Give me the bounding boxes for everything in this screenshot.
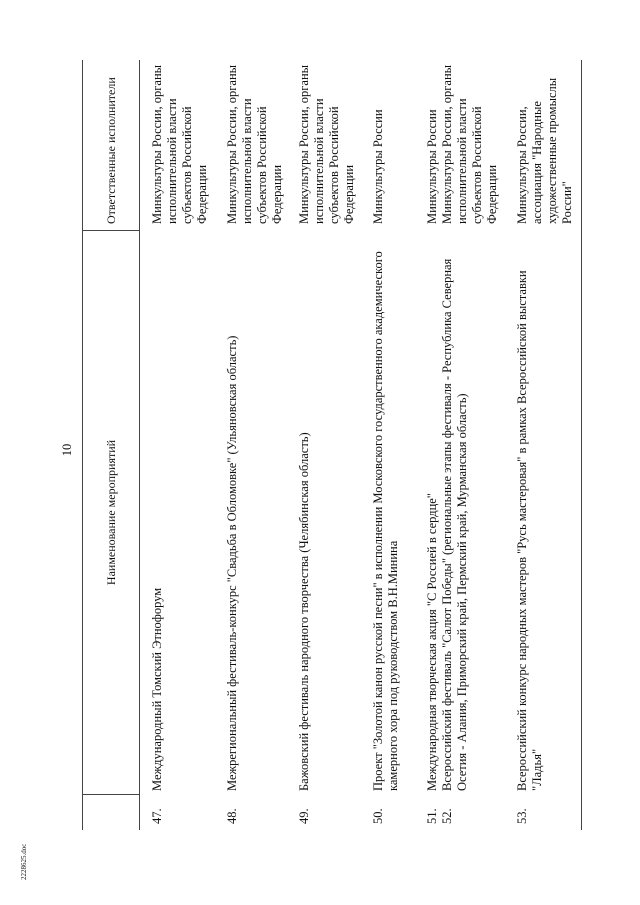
row-responsible: Минкультуры России [371, 109, 385, 224]
table-row [440, 60, 500, 830]
table-row [371, 60, 401, 830]
row-responsible: Минкультуры России, органы исполнительной власти субъектов Российской Федерации [297, 64, 356, 224]
page-number: 10 [60, 443, 74, 457]
row-num: 49. [297, 808, 311, 824]
doc-filename: 2228625.doc [20, 843, 28, 880]
row-num: 53. [515, 808, 529, 824]
header-name: Наименование мероприятий [83, 230, 139, 795]
row-name: Международный Томский Этнофорум [150, 587, 164, 791]
table-row [515, 60, 575, 830]
row-num: 52. [440, 808, 454, 824]
row-responsible: Минкультуры России, ассоциация "Народные художественные промыслы России" [515, 77, 574, 224]
table-row [297, 60, 357, 830]
row-name: Проект "Золотой канон русской песни" в исполнении Московского государственного академического камерного хора под руководством В.Н.Минина [371, 251, 400, 791]
row-num: 51. [425, 808, 439, 824]
header-num [83, 795, 139, 830]
row-num: 47. [150, 808, 164, 824]
row-name: Бажовский фестиваль народного творчества (Челябинская область) [297, 432, 311, 791]
row-responsible: Минкультуры России, органы исполнительной власти субъектов Российской Федерации [150, 64, 209, 224]
row-responsible: Минкультуры России, органы исполнительной власти субъектов Российской Федерации [225, 64, 284, 224]
row-name: Всероссийский конкурс народных мастеров "Русь мастеровая" в рамках Всероссийской выставки "Ладья" [515, 270, 544, 791]
row-name: Межрегиональный фестиваль-конкурс "Свадьба в Обломовке" (Ульяновская область) [225, 335, 239, 791]
row-name: Всероссийский фестиваль "Салют Победы" (региональные этапы фестиваля - Республика Северная Осетия - Алания, Приморский край, Пермский край, Мурманская область) [440, 258, 469, 791]
table-header [83, 60, 140, 830]
row-responsible: Минкультуры России, органы исполнительной власти субъектов Российской Федерации [440, 64, 499, 224]
table-row [225, 60, 285, 830]
row-num: 50. [371, 808, 385, 824]
row-num: 48. [225, 808, 239, 824]
events-table [82, 60, 582, 830]
table-row [425, 60, 440, 830]
header-responsible: Ответственные исполнители [104, 77, 118, 224]
doc-footer [0, 843, 70, 894]
table-row [150, 60, 210, 830]
rotated-page [50, 60, 580, 830]
row-name: Международная творческая акция "С Россией в сердце" [425, 493, 439, 791]
row-responsible: Минкультуры России [425, 109, 439, 224]
